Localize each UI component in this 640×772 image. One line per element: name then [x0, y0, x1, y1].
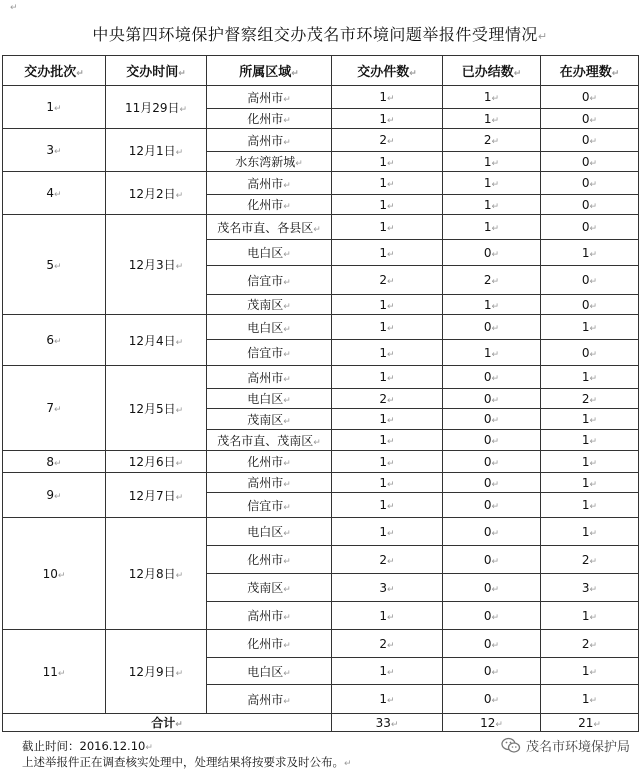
done-count-cell: 2↵ — [443, 129, 541, 152]
done-count-cell: 0↵ — [443, 658, 541, 685]
pending-count-cell: 1↵ — [541, 493, 639, 518]
region-cell: 电白区↵ — [207, 389, 332, 409]
total-done: 12↵ — [443, 714, 541, 732]
pending-count-cell: 1↵ — [541, 240, 639, 266]
region-cell: 高州市↵ — [207, 172, 332, 195]
pending-count-cell: 0↵ — [541, 340, 639, 366]
batch-date-cell: 12月2日↵ — [106, 172, 207, 215]
region-cell: 高州市↵ — [207, 685, 332, 714]
total-assigned: 33↵ — [332, 714, 443, 732]
pending-count-cell: 0↵ — [541, 195, 639, 215]
batch-number-cell: 6↵ — [3, 315, 106, 366]
region-cell: 高州市↵ — [207, 366, 332, 389]
done-count-cell: 1↵ — [443, 86, 541, 109]
done-count-cell: 1↵ — [443, 340, 541, 366]
done-count-cell: 1↵ — [443, 215, 541, 240]
assigned-count-cell: 2↵ — [332, 389, 443, 409]
assigned-count-cell: 1↵ — [332, 240, 443, 266]
region-cell: 茂南区↵ — [207, 574, 332, 602]
table-row — [3, 366, 639, 389]
assigned-count-cell: 1↵ — [332, 685, 443, 714]
assigned-count-cell: 2↵ — [332, 630, 443, 658]
pending-count-cell: 1↵ — [541, 451, 639, 473]
region-cell: 茂南区↵ — [207, 409, 332, 430]
assigned-count-cell: 1↵ — [332, 451, 443, 473]
done-count-cell: 1↵ — [443, 152, 541, 172]
region-cell: 茂名市直、茂南区↵ — [207, 430, 332, 451]
watermark: 茂名市环境保护局 — [501, 736, 630, 755]
assigned-count-cell: 1↵ — [332, 172, 443, 195]
assigned-count-cell: 1↵ — [332, 473, 443, 493]
assigned-count-cell: 1↵ — [332, 152, 443, 172]
done-count-cell: 0↵ — [443, 240, 541, 266]
pending-count-cell: 0↵ — [541, 172, 639, 195]
batch-date-cell: 12月4日↵ — [106, 315, 207, 366]
region-cell: 化州市↵ — [207, 630, 332, 658]
pending-count-cell: 0↵ — [541, 295, 639, 315]
region-cell: 化州市↵ — [207, 546, 332, 574]
assigned-count-cell: 1↵ — [332, 409, 443, 430]
assigned-count-cell: 2↵ — [332, 266, 443, 295]
batch-number-cell: 5↵ — [3, 215, 106, 315]
pending-count-cell: 0↵ — [541, 129, 639, 152]
batch-number-cell: 11↵ — [3, 630, 106, 714]
region-cell: 电白区↵ — [207, 518, 332, 546]
assigned-count-cell: 1↵ — [332, 340, 443, 366]
batch-date-cell: 12月3日↵ — [106, 215, 207, 315]
batch-date-cell: 12月7日↵ — [106, 473, 207, 518]
pending-count-cell: 0↵ — [541, 215, 639, 240]
done-count-cell: 1↵ — [443, 295, 541, 315]
batch-date-cell: 12月5日↵ — [106, 366, 207, 451]
total-row — [3, 714, 639, 732]
pending-count-cell: 0↵ — [541, 86, 639, 109]
done-count-cell: 0↵ — [443, 602, 541, 630]
region-cell: 信宜市↵ — [207, 340, 332, 366]
pending-count-cell: 2↵ — [541, 389, 639, 409]
table-row — [3, 630, 639, 658]
assigned-count-cell: 1↵ — [332, 430, 443, 451]
pending-count-cell: 1↵ — [541, 602, 639, 630]
assigned-count-cell: 1↵ — [332, 493, 443, 518]
assigned-count-cell: 1↵ — [332, 86, 443, 109]
done-count-cell: 2↵ — [443, 266, 541, 295]
done-count-cell: 0↵ — [443, 574, 541, 602]
pending-count-cell: 1↵ — [541, 685, 639, 714]
done-count-cell: 1↵ — [443, 109, 541, 129]
pending-count-cell: 1↵ — [541, 473, 639, 493]
paragraph-mark: ↵ — [10, 3, 18, 13]
done-count-cell: 0↵ — [443, 473, 541, 493]
assigned-count-cell: 1↵ — [332, 518, 443, 546]
done-count-cell: 0↵ — [443, 546, 541, 574]
region-cell: 电白区↵ — [207, 240, 332, 266]
header-pending: 在办理数↵ — [541, 56, 639, 86]
assigned-count-cell: 1↵ — [332, 109, 443, 129]
region-cell: 高州市↵ — [207, 86, 332, 109]
header-batch: 交办批次↵ — [3, 56, 106, 86]
total-pending: 21↵ — [541, 714, 639, 732]
region-cell: 化州市↵ — [207, 195, 332, 215]
total-label: 合计↵ — [3, 714, 332, 732]
region-cell: 高州市↵ — [207, 602, 332, 630]
table-row — [3, 451, 639, 473]
pending-count-cell: 0↵ — [541, 152, 639, 172]
done-count-cell: 0↵ — [443, 430, 541, 451]
region-cell: 化州市↵ — [207, 109, 332, 129]
region-cell: 水东湾新城↵ — [207, 152, 332, 172]
done-count-cell: 0↵ — [443, 366, 541, 389]
pending-count-cell: 1↵ — [541, 366, 639, 389]
region-cell: 电白区↵ — [207, 658, 332, 685]
assigned-count-cell: 1↵ — [332, 215, 443, 240]
document-title: 中央第四环境保护督察组交办茂名市环境问题举报件受理情况↵ — [92, 25, 548, 44]
table-row — [3, 518, 639, 546]
region-cell: 信宜市↵ — [207, 493, 332, 518]
batch-number-cell: 7↵ — [3, 366, 106, 451]
assigned-count-cell: 1↵ — [332, 295, 443, 315]
pending-count-cell: 0↵ — [541, 266, 639, 295]
pending-count-cell: 1↵ — [541, 658, 639, 685]
pending-count-cell: 2↵ — [541, 546, 639, 574]
table-row — [3, 129, 639, 152]
complaint-table — [2, 55, 639, 732]
batch-date-cell: 12月9日↵ — [106, 630, 207, 714]
batch-number-cell: 10↵ — [3, 518, 106, 630]
batch-number-cell: 1↵ — [3, 86, 106, 129]
pending-count-cell: 3↵ — [541, 574, 639, 602]
header-region: 所属区域↵ — [207, 56, 332, 86]
batch-date-cell: 12月6日↵ — [106, 451, 207, 473]
assigned-count-cell: 1↵ — [332, 315, 443, 340]
region-cell: 高州市↵ — [207, 473, 332, 493]
pending-count-cell: 1↵ — [541, 518, 639, 546]
assigned-count-cell: 2↵ — [332, 129, 443, 152]
assigned-count-cell: 1↵ — [332, 366, 443, 389]
region-cell: 高州市↵ — [207, 129, 332, 152]
batch-number-cell: 9↵ — [3, 473, 106, 518]
pending-count-cell: 0↵ — [541, 109, 639, 129]
header-assigned: 交办件数↵ — [332, 56, 443, 86]
assigned-count-cell: 3↵ — [332, 574, 443, 602]
region-cell: 茂名市直、各县区↵ — [207, 215, 332, 240]
table-row — [3, 473, 639, 493]
batch-date-cell: 12月1日↵ — [106, 129, 207, 172]
header-date: 交办时间↵ — [106, 56, 207, 86]
table-row — [3, 172, 639, 195]
header-done: 已办结数↵ — [443, 56, 541, 86]
assigned-count-cell: 1↵ — [332, 195, 443, 215]
pending-count-cell: 1↵ — [541, 430, 639, 451]
deadline-text: 截止时间：2016.12.10↵ — [22, 739, 153, 753]
batch-date-cell: 11月29日↵ — [106, 86, 207, 129]
pending-count-cell: 1↵ — [541, 409, 639, 430]
wechat-icon — [501, 737, 521, 754]
batch-number-cell: 4↵ — [3, 172, 106, 215]
done-count-cell: 0↵ — [443, 409, 541, 430]
region-cell: 化州市↵ — [207, 451, 332, 473]
table-row — [3, 215, 639, 240]
done-count-cell: 0↵ — [443, 685, 541, 714]
done-count-cell: 0↵ — [443, 518, 541, 546]
pending-count-cell: 2↵ — [541, 630, 639, 658]
batch-date-cell: 12月8日↵ — [106, 518, 207, 630]
batch-number-cell: 8↵ — [3, 451, 106, 473]
table-header-row — [3, 56, 639, 86]
assigned-count-cell: 1↵ — [332, 658, 443, 685]
region-cell: 信宜市↵ — [207, 266, 332, 295]
assigned-count-cell: 1↵ — [332, 602, 443, 630]
region-cell: 电白区↵ — [207, 315, 332, 340]
assigned-count-cell: 2↵ — [332, 546, 443, 574]
done-count-cell: 0↵ — [443, 630, 541, 658]
pending-count-cell: 1↵ — [541, 315, 639, 340]
done-count-cell: 0↵ — [443, 389, 541, 409]
table-body — [3, 86, 639, 714]
footer-note: 上述举报件正在调查核实处理中，处理结果将按要求及时公布。↵ — [22, 755, 352, 769]
done-count-cell: 0↵ — [443, 315, 541, 340]
table-row — [3, 86, 639, 109]
region-cell: 茂南区↵ — [207, 295, 332, 315]
done-count-cell: 1↵ — [443, 195, 541, 215]
done-count-cell: 0↵ — [443, 493, 541, 518]
done-count-cell: 0↵ — [443, 451, 541, 473]
table-row — [3, 315, 639, 340]
batch-number-cell: 3↵ — [3, 129, 106, 172]
done-count-cell: 1↵ — [443, 172, 541, 195]
